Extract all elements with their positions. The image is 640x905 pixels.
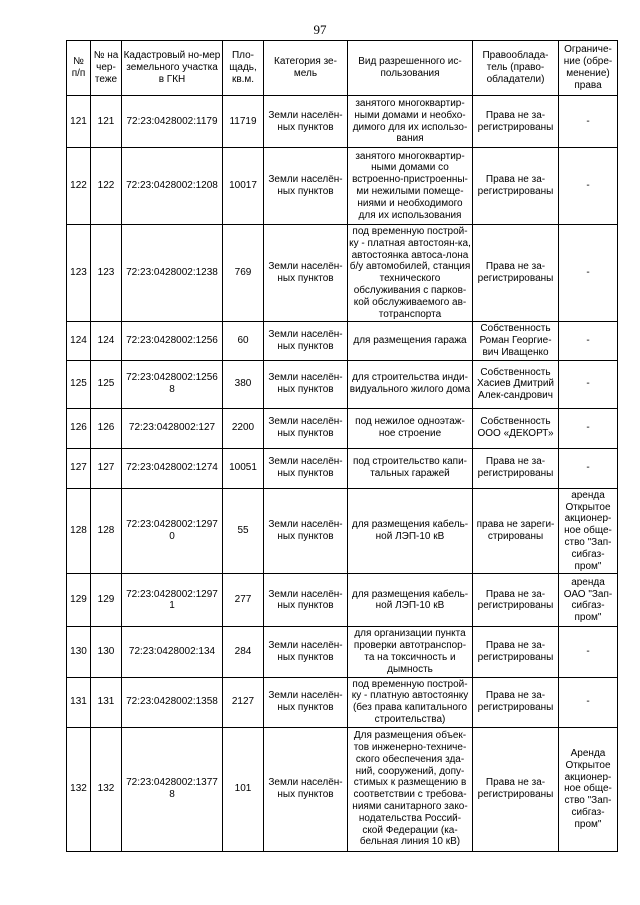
table-row (67, 148, 618, 225)
permitted-use-cell: занятого многоквартир-ными домами и необхо-димого для их использо-вания (348, 96, 473, 148)
drawing-number-cell: 128 (91, 488, 122, 574)
drawing-number-cell: 129 (91, 574, 122, 627)
restriction-cell: Аренда Открытое акционер-ное обще-ство "Зап-сибгаз-пром" (559, 727, 618, 851)
cadastral-number-cell: 72:23:0428002:1297 0 (122, 488, 223, 574)
permitted-use-cell: занятого многоквартир-ными домами со встроенно-пристроенны-ми нежилыми помеще-ниями и необходимого для их использования (348, 148, 473, 225)
permitted-use-cell: под временную построй-ку - платную автостоянку (без права капитального строительства) (348, 677, 473, 727)
permitted-use-cell: под временную построй-ку - платная автостоян-ка, автостоянка автосa-лона б/у автомобилей, станция технического обслуживания с парков-кой обслуживаемого ав-тотранспорта (348, 225, 473, 322)
area-cell: 60 (223, 322, 264, 360)
rights-holder-cell: Права не за-регистрированы (473, 225, 559, 322)
row-number-cell: 121 (67, 96, 91, 148)
land-category-cell: Земли населён-ных пунктов (264, 627, 348, 677)
row-number-cell: 128 (67, 488, 91, 574)
permitted-use-cell: для размещения кабель-ной ЛЭП-10 кВ (348, 488, 473, 574)
row-number-cell: 127 (67, 448, 91, 488)
rights-holder-cell: Собственность Хасиев Дмитрий Алек-сандрович (473, 360, 559, 408)
land-category-cell: Земли населён-ных пунктов (264, 96, 348, 148)
land-category-cell: Земли населён-ных пунктов (264, 488, 348, 574)
header-land-category: Категория зе-мель (264, 41, 348, 96)
table-header-row (67, 41, 618, 96)
table-row (67, 574, 618, 627)
restriction-cell: - (559, 677, 618, 727)
area-cell: 2200 (223, 408, 264, 448)
land-category-cell: Земли населён-ных пунктов (264, 322, 348, 360)
area-cell: 10017 (223, 148, 264, 225)
cadastral-number-cell: 72:23:0428002:1179 (122, 96, 223, 148)
cadastral-number-cell: 72:23:0428002:1256 8 (122, 360, 223, 408)
table-row (67, 225, 618, 322)
area-cell: 769 (223, 225, 264, 322)
restriction-cell: - (559, 408, 618, 448)
row-number-cell: 126 (67, 408, 91, 448)
drawing-number-cell: 131 (91, 677, 122, 727)
restriction-cell: - (559, 148, 618, 225)
rights-holder-cell: Права не за-регистрированы (473, 96, 559, 148)
land-category-cell: Земли населён-ных пунктов (264, 448, 348, 488)
drawing-number-cell: 126 (91, 408, 122, 448)
row-number-cell: 130 (67, 627, 91, 677)
area-cell: 2127 (223, 677, 264, 727)
row-number-cell: 123 (67, 225, 91, 322)
table-row (67, 322, 618, 360)
permitted-use-cell: для строительства инди-видуального жилого дома (348, 360, 473, 408)
rights-holder-cell: Права не за-регистрированы (473, 627, 559, 677)
header-permitted-use: Вид разрешенного ис-пользования (348, 41, 473, 96)
header-cadastral-number: Кадастровый но-мер земельного участка в ГКН (122, 41, 223, 96)
restriction-cell: аренда ОАО "Зап-сибгаз-пром" (559, 574, 618, 627)
area-cell: 101 (223, 727, 264, 851)
table-row (67, 448, 618, 488)
land-plots-table (66, 40, 618, 852)
rights-holder-cell: Права не за-регистрированы (473, 677, 559, 727)
permitted-use-cell: под нежилое одноэтаж-ное строение (348, 408, 473, 448)
permitted-use-cell: для размещения кабель-ной ЛЭП-10 кВ (348, 574, 473, 627)
land-category-cell: Земли населён-ных пунктов (264, 677, 348, 727)
rights-holder-cell: Права не за-регистрированы (473, 727, 559, 851)
cadastral-number-cell: 72:23:0428002:1274 (122, 448, 223, 488)
row-number-cell: 124 (67, 322, 91, 360)
area-cell: 284 (223, 627, 264, 677)
area-cell: 10051 (223, 448, 264, 488)
restriction-cell: - (559, 448, 618, 488)
table-row (67, 360, 618, 408)
rights-holder-cell: Права не за-регистрированы (473, 148, 559, 225)
table-row (67, 96, 618, 148)
table-row (67, 488, 618, 574)
cadastral-number-cell: 72:23:0428002:1256 (122, 322, 223, 360)
drawing-number-cell: 123 (91, 225, 122, 322)
header-row-number: № п/п (67, 41, 91, 96)
table-row (67, 408, 618, 448)
cadastral-number-cell: 72:23:0428002:1238 (122, 225, 223, 322)
land-category-cell: Земли населён-ных пунктов (264, 408, 348, 448)
restriction-cell: - (559, 96, 618, 148)
header-rights-holder: Правооблада-тель (право-обладатели) (473, 41, 559, 96)
cadastral-number-cell: 72:23:0428002:1208 (122, 148, 223, 225)
drawing-number-cell: 130 (91, 627, 122, 677)
rights-holder-cell: Собственность ООО «ДЕКОРТ» (473, 408, 559, 448)
row-number-cell: 129 (67, 574, 91, 627)
table-row (67, 627, 618, 677)
rights-holder-cell: Собственность Роман Георгие-вич Иващенко (473, 322, 559, 360)
restriction-cell: - (559, 360, 618, 408)
drawing-number-cell: 127 (91, 448, 122, 488)
row-number-cell: 122 (67, 148, 91, 225)
rights-holder-cell: Права не за-регистрированы (473, 448, 559, 488)
row-number-cell: 131 (67, 677, 91, 727)
permitted-use-cell: для организации пункта проверки автотранспор-та на токсичность и дымность (348, 627, 473, 677)
restriction-cell: - (559, 225, 618, 322)
drawing-number-cell: 121 (91, 96, 122, 148)
drawing-number-cell: 122 (91, 148, 122, 225)
cadastral-number-cell: 72:23:0428002:127 (122, 408, 223, 448)
rights-holder-cell: Права не за-регистрированы (473, 574, 559, 627)
area-cell: 277 (223, 574, 264, 627)
land-category-cell: Земли населён-ных пунктов (264, 148, 348, 225)
cadastral-number-cell: 72:23:0428002:1358 (122, 677, 223, 727)
restriction-cell: - (559, 322, 618, 360)
cadastral-number-cell: 72:23:0428002:1297 1 (122, 574, 223, 627)
land-category-cell: Земли населён-ных пунктов (264, 225, 348, 322)
cadastral-number-cell: 72:23:0428002:134 (122, 627, 223, 677)
restriction-cell: аренда Открытое акционер-ное обще-ство "Зап-сибгаз-пром" (559, 488, 618, 574)
drawing-number-cell: 125 (91, 360, 122, 408)
permitted-use-cell: Для размещения объек-тов инженерно-техниче-ского обеспечения зда-ний, сооружений, допу-стимых к размещению в соответствии с требова-ниями санитарного зако-нодательства Россий-ской Федерации (ка-бельная линия 10 кВ) (348, 727, 473, 851)
area-cell: 55 (223, 488, 264, 574)
page-number: 97 (313, 22, 327, 37)
row-number-cell: 132 (67, 727, 91, 851)
land-category-cell: Земли населён-ных пунктов (264, 574, 348, 627)
rights-holder-cell: права не зареги-стрированы (473, 488, 559, 574)
cadastral-number-cell: 72:23:0428002:1377 8 (122, 727, 223, 851)
permitted-use-cell: для размещения гаража (348, 322, 473, 360)
table-row (67, 727, 618, 851)
header-restriction: Ограниче-ние (обре-менение) права (559, 41, 618, 96)
land-category-cell: Земли населён-ных пунктов (264, 360, 348, 408)
permitted-use-cell: под строительство капи-тальных гаражей (348, 448, 473, 488)
drawing-number-cell: 132 (91, 727, 122, 851)
row-number-cell: 125 (67, 360, 91, 408)
header-drawing-number: № на чер-теже (91, 41, 122, 96)
drawing-number-cell: 124 (91, 322, 122, 360)
table-row (67, 677, 618, 727)
header-area: Пло-щадь, кв.м. (223, 41, 264, 96)
area-cell: 380 (223, 360, 264, 408)
area-cell: 11719 (223, 96, 264, 148)
restriction-cell: - (559, 627, 618, 677)
land-category-cell: Земли населён-ных пунктов (264, 727, 348, 851)
